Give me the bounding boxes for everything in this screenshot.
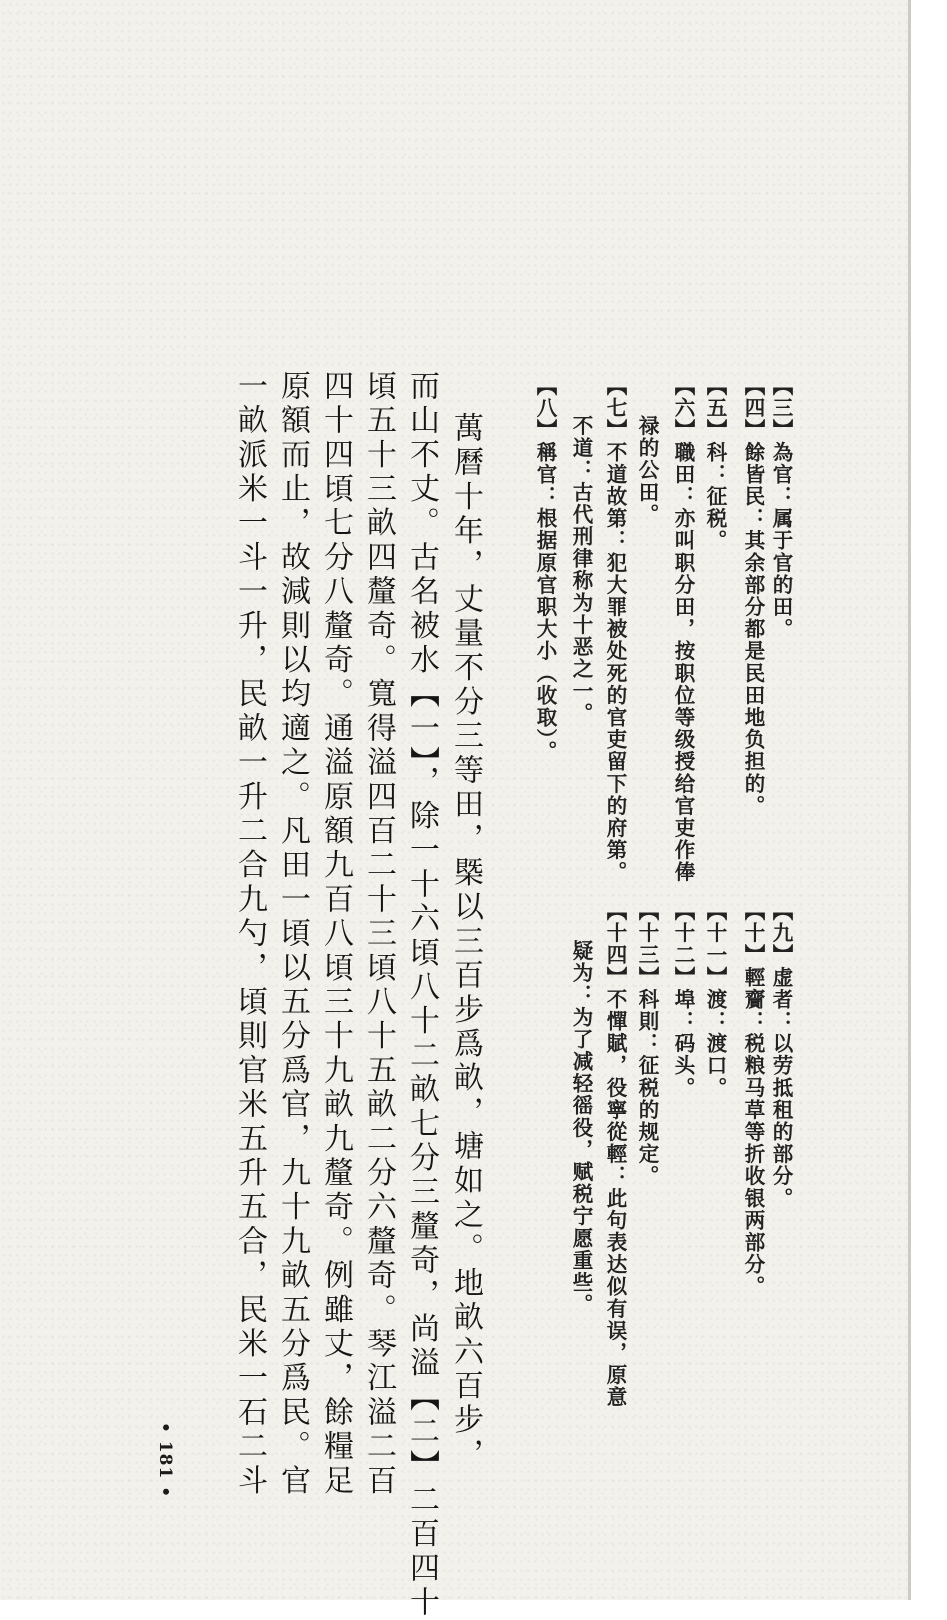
annotation-line: 【五】科：征税。	[703, 375, 727, 552]
annotation-line: 疑为：为了减轻徭役，赋税宁愿重些。	[569, 940, 593, 1316]
annotation-line: 禄的公田。	[635, 415, 659, 526]
page-edge	[908, 0, 911, 1600]
annotation-line: 不道：古代刑律称为十恶之一。	[569, 415, 593, 725]
annotation-line: 【九】虚者：以劳抵租的部分。	[769, 900, 793, 1210]
annotation-line: 【十四】不憚賦，役寧從輕：此句表达似有误，原意	[603, 900, 627, 1409]
annotation-line: 【十三】科則：征税的规定。	[635, 900, 659, 1188]
annotation-line: 【七】不道故第：犯大罪被处死的官吏留下的府第。	[603, 375, 627, 884]
main-text-column: 而山不丈。古名被水【一】，除一十六頃八十二畝七分三釐奇，尚溢【二】二百四十	[404, 370, 439, 1620]
main-text-column: 頃五十三畝四釐奇。寬得溢四百二十三頃八十五畝二分六釐奇。琴江溢二百	[361, 370, 396, 1499]
main-text-column: 萬曆十年，丈量不分三等田，槩以三百步爲畝，塘如之。地畝六百步，	[448, 412, 483, 1473]
annotation-line: 【三】為官：属于官的田。	[769, 375, 793, 641]
annotation-line: 【十二】埠：码头。	[671, 900, 695, 1099]
annotation-line: 【六】職田：亦叫职分田，按职位等级授给官吏作俸	[671, 375, 695, 884]
main-text-column: 一畝派米一斗一升，民畝一升二合九勺，頃則官米五升五合，民米一石二斗	[232, 370, 267, 1499]
main-text-column: 四十四頃七分八釐奇。通溢原額九百八頃三十九畝九釐奇。例雖丈，餘糧足	[318, 370, 353, 1499]
annotation-line: 【十一】渡：渡口。	[703, 900, 727, 1099]
annotation-line: 【四】餘皆民：其余部分都是民田地负担的。	[741, 375, 765, 817]
annotation-line: 【十】輕齎：税粮马草等折收银两部分。	[741, 900, 765, 1298]
annotation-line: 【八】稱官：根据原官职大小（收取）。	[533, 375, 557, 763]
page-number: • 181 •	[155, 1422, 175, 1499]
main-text-column: 原額而止，故減則以均適之。凡田一頃以五分爲官，九十九畝五分爲民。官	[275, 370, 310, 1499]
